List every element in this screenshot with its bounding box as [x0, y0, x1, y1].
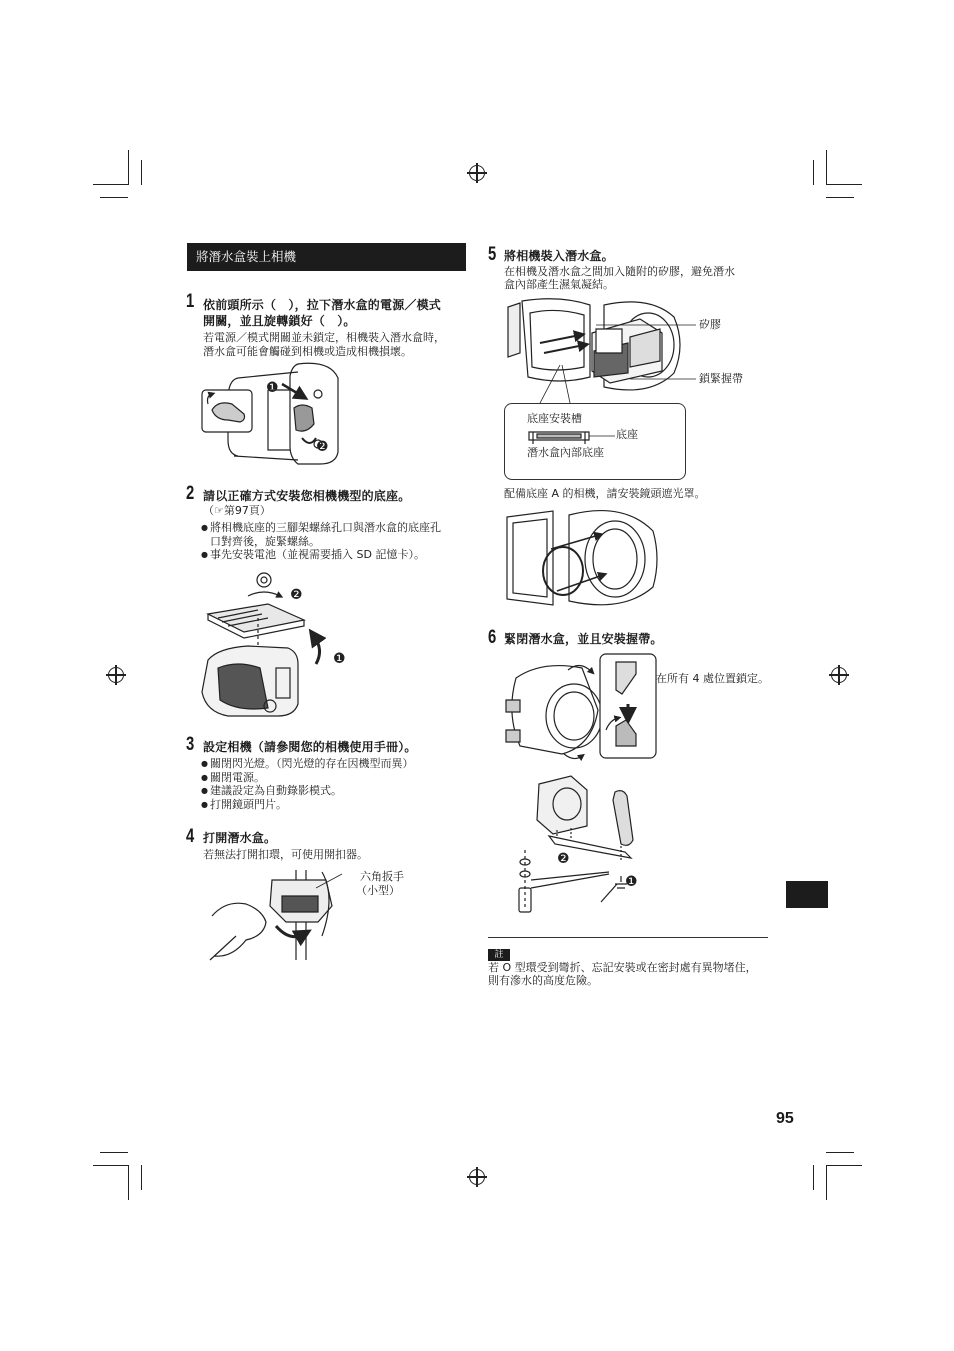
step-3-bullets [201, 757, 471, 811]
note-line2: 則有滲水的高度危險。 [488, 974, 598, 987]
step-1-body-line1: 若電源／模式開關並未鎖定，相機裝入潛水盒時， [203, 331, 445, 344]
step-2-bullet: ● 事先安裝電池（並視需要插入 SD 記憶卡）。 [201, 548, 471, 562]
step-5-title: 將相機裝入潛水盒。 [504, 249, 614, 263]
step-4-number: 4 [186, 826, 195, 847]
step-1-body-line2: 潛水盒可能會觸碰到相機或造成相機損壞。 [203, 345, 412, 358]
base-slot-label: 底座安裝槽 [527, 412, 582, 425]
step-2-bullet-continuation: 口對齊後，旋緊螺絲。 [210, 534, 320, 548]
page-number: 95 [776, 1110, 794, 1127]
step-3-bullet: ● 關閉閃光燈。（閃光燈的存在因機型而異） [201, 757, 471, 771]
step-6-title: 緊閉潛水盒，並且安裝握帶。 [504, 632, 663, 646]
section-title: 將潛水盒裝上相機 [187, 243, 466, 271]
step-1-callout-1: ❶ [266, 380, 279, 396]
hex-wrench-label-line1: 六角扳手 [360, 870, 404, 883]
step-3-bullet: ● 建議設定為自動錄影模式。 [201, 784, 471, 798]
base-label: 底座 [616, 428, 638, 441]
step-2-bullet: ● 將相機底座的三腳架螺絲孔口與潛水盒的底座孔 [201, 521, 471, 535]
hex-wrench-label-line2: （小型） [356, 884, 400, 897]
lens-hood-illustration [503, 505, 663, 615]
step-6-grip-illustration [505, 770, 650, 918]
step-4-illustration [206, 866, 366, 962]
note-tag: 註 [488, 949, 510, 961]
step-2-callout-2: ❷ [290, 587, 303, 603]
step-6-latch-illustration [502, 650, 662, 765]
base-detail-diagram [527, 428, 617, 448]
note-divider [488, 937, 768, 938]
silica-gel-label: 矽膠 [699, 318, 721, 331]
step-5-number: 5 [488, 244, 497, 265]
step-4-body: 若無法打開扣環，可使用開扣器。 [203, 848, 368, 861]
step-2-reference: （☞第97頁） [203, 504, 271, 517]
step-2-title: 請以正確方式安裝您相機機型的底座。 [203, 489, 411, 503]
step-2-illustration [198, 568, 326, 718]
step-5-body-line2: 盒內部產生濕氣凝結。 [504, 278, 614, 291]
lock-all-positions-label: 在所有 4 處位置鎖定。 [656, 672, 769, 685]
step-1-number: 1 [186, 291, 195, 312]
step-3-bullet: ● 關閉電源。 [201, 771, 471, 785]
registration-mark-left [108, 667, 124, 683]
step-4-title: 打開潛水盒。 [203, 831, 277, 845]
registration-mark-bottom [469, 1169, 485, 1185]
step-3-bullet: ● 打開鏡頭門片。 [201, 798, 471, 812]
step-2-callout-1: ❶ [333, 651, 346, 667]
step-5-housing-illustration [500, 293, 700, 403]
step-6-callout-2: ❷ [557, 851, 570, 867]
step-6-number: 6 [488, 627, 497, 648]
registration-mark-right [831, 667, 847, 683]
step-5-body-2: 配備底座 A 的相機，請安裝鏡頭遮光罩。 [504, 487, 706, 500]
step-6-callout-1: ❶ [625, 874, 638, 890]
step-2-number: 2 [186, 483, 195, 504]
note-line1: 若 O 型環受到彎折、忘記安裝或在密封處有異物堵住， [488, 961, 757, 974]
step-1-title-line2: 開關，並且旋轉鎖好（ ）。 [203, 314, 356, 328]
language-tab [786, 881, 828, 908]
inner-base-label: 潛水盒內部底座 [527, 446, 604, 459]
step-1-title-line1: 依前頭所示（ ），拉下潛水盒的電源／模式 [203, 298, 442, 312]
step-1-callout-2: ❷ [316, 439, 329, 455]
registration-mark-top [469, 165, 485, 181]
step-2-bullets [201, 521, 471, 562]
step-3-number: 3 [186, 734, 195, 755]
step-3-title: 設定相機（請參閱您的相機使用手冊）。 [203, 740, 417, 754]
step-5-body-line1: 在相機及潛水盒之間加入隨附的矽膠，避免潛水 [504, 265, 735, 278]
grip-strap-label: 鎖緊握帶 [699, 372, 743, 385]
